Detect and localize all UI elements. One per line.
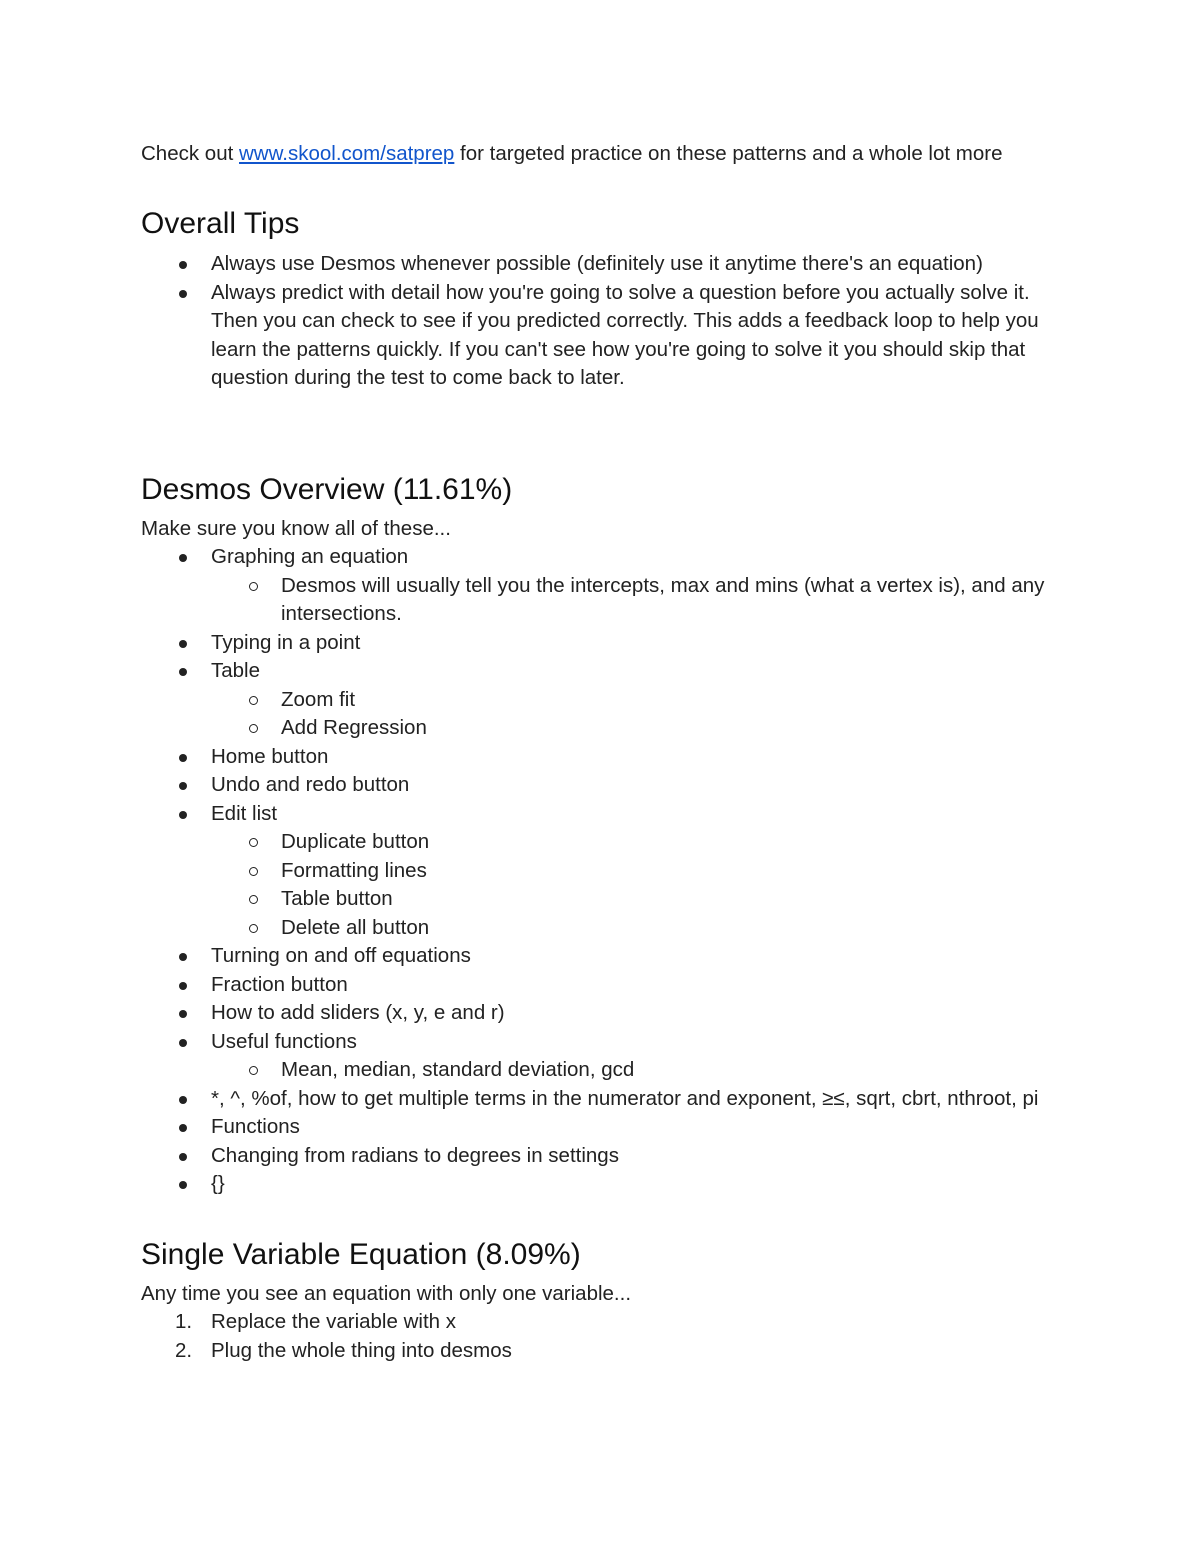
list-item: *, ^, %of, how to get multiple terms in the numerator and exponent, ≥≤, sqrt, cbrt, nthroot, pi	[141, 1085, 1061, 1114]
sub-list-item: Desmos will usually tell you the intercepts, max and mins (what a vertex is), and any intersections.	[211, 572, 1061, 629]
bullet-icon	[179, 782, 187, 790]
sub-list-item: Mean, median, standard deviation, gcd	[211, 1056, 1061, 1085]
sub-list	[211, 572, 1061, 629]
sub-list	[211, 1056, 1061, 1085]
single-variable-lead: Any time you see an equation with only one variable...	[141, 1281, 632, 1305]
bullet-icon	[179, 754, 187, 762]
bullet-icon	[179, 953, 187, 961]
intro-suffix: for targeted practice on these patterns and a whole lot more	[454, 142, 1003, 165]
skool-link[interactable]: www.skool.com/satprep	[239, 142, 455, 165]
overall-tips-list	[141, 250, 1061, 393]
list-item: Useful functions Mean, median, standard deviation, gcd	[141, 1028, 1061, 1085]
list-item: Home button	[141, 743, 1061, 772]
circle-bullet-icon	[249, 838, 258, 847]
bullet-icon	[179, 554, 187, 562]
sub-list	[211, 686, 1061, 743]
sub-list-item: Zoom fit	[211, 686, 1061, 715]
circle-bullet-icon	[249, 924, 258, 933]
list-item: Graphing an equation Desmos will usually tell you the intercepts, max and mins (what a vertex is), and any intersections.	[141, 543, 1061, 629]
list-item: Functions	[141, 1113, 1061, 1142]
list-item: Table Zoom fit Add Regression	[141, 657, 1061, 743]
circle-bullet-icon	[249, 724, 258, 733]
bullet-icon	[179, 811, 187, 819]
bullet-icon	[179, 261, 187, 269]
list-item: Always predict with detail how you're going to solve a question before you actually solve it. Then you can check to see if you predicted correctly. This adds a feedback loop to help you learn the patterns quickly. If you can't see how you're going to solve it you should skip that question during the test to come back to later.	[141, 279, 1061, 393]
list-item: {}	[141, 1170, 1061, 1199]
single-variable-heading: Single Variable Equation (8.09%)	[141, 1237, 581, 1271]
circle-bullet-icon	[249, 696, 258, 705]
sub-list-item: Add Regression	[211, 714, 1061, 743]
bullet-icon	[179, 982, 187, 990]
desmos-list	[141, 543, 1061, 1199]
list-item: 1. Replace the variable with x	[141, 1308, 1061, 1337]
circle-bullet-icon	[249, 1066, 258, 1075]
step-number: 2.	[175, 1338, 193, 1362]
overall-tips-heading: Overall Tips	[141, 207, 300, 240]
desmos-overview-heading: Desmos Overview (11.61%)	[141, 472, 513, 506]
bullet-icon	[179, 1124, 187, 1132]
bullet-icon	[179, 1010, 187, 1018]
list-item: Undo and redo button	[141, 771, 1061, 800]
desmos-lead: Make sure you know all of these...	[141, 516, 451, 540]
bullet-icon	[179, 1153, 187, 1161]
single-variable-steps	[141, 1308, 1061, 1365]
sub-list-item: Formatting lines	[211, 857, 1061, 886]
list-item: Fraction button	[141, 971, 1061, 1000]
document-page	[141, 140, 1061, 1365]
list-item: Changing from radians to degrees in settings	[141, 1142, 1061, 1171]
list-item: Edit list Duplicate button Formatting lines Table button Delete all button	[141, 800, 1061, 943]
bullet-icon	[179, 668, 187, 676]
list-item: How to add sliders (x, y, e and r)	[141, 999, 1061, 1028]
circle-bullet-icon	[249, 867, 258, 876]
sub-list-item: Table button	[211, 885, 1061, 914]
step-number: 1.	[175, 1310, 193, 1333]
list-item: Always use Desmos whenever possible (definitely use it anytime there's an equation)	[141, 250, 1061, 279]
list-item: 2. Plug the whole thing into desmos	[141, 1337, 1061, 1366]
sub-list-item: Duplicate button	[211, 828, 1061, 857]
list-item: Turning on and off equations	[141, 942, 1061, 971]
sub-list-item: Delete all button	[211, 914, 1061, 943]
list-item: Typing in a point	[141, 629, 1061, 658]
bullet-icon	[179, 640, 187, 648]
sub-list	[211, 828, 1061, 942]
intro-line	[141, 140, 1061, 168]
bullet-icon	[179, 1096, 187, 1104]
intro-prefix: Check out	[141, 142, 239, 165]
circle-bullet-icon	[249, 582, 258, 591]
bullet-icon	[179, 1039, 187, 1047]
circle-bullet-icon	[249, 895, 258, 904]
bullet-icon	[179, 290, 187, 298]
bullet-icon	[179, 1181, 187, 1189]
